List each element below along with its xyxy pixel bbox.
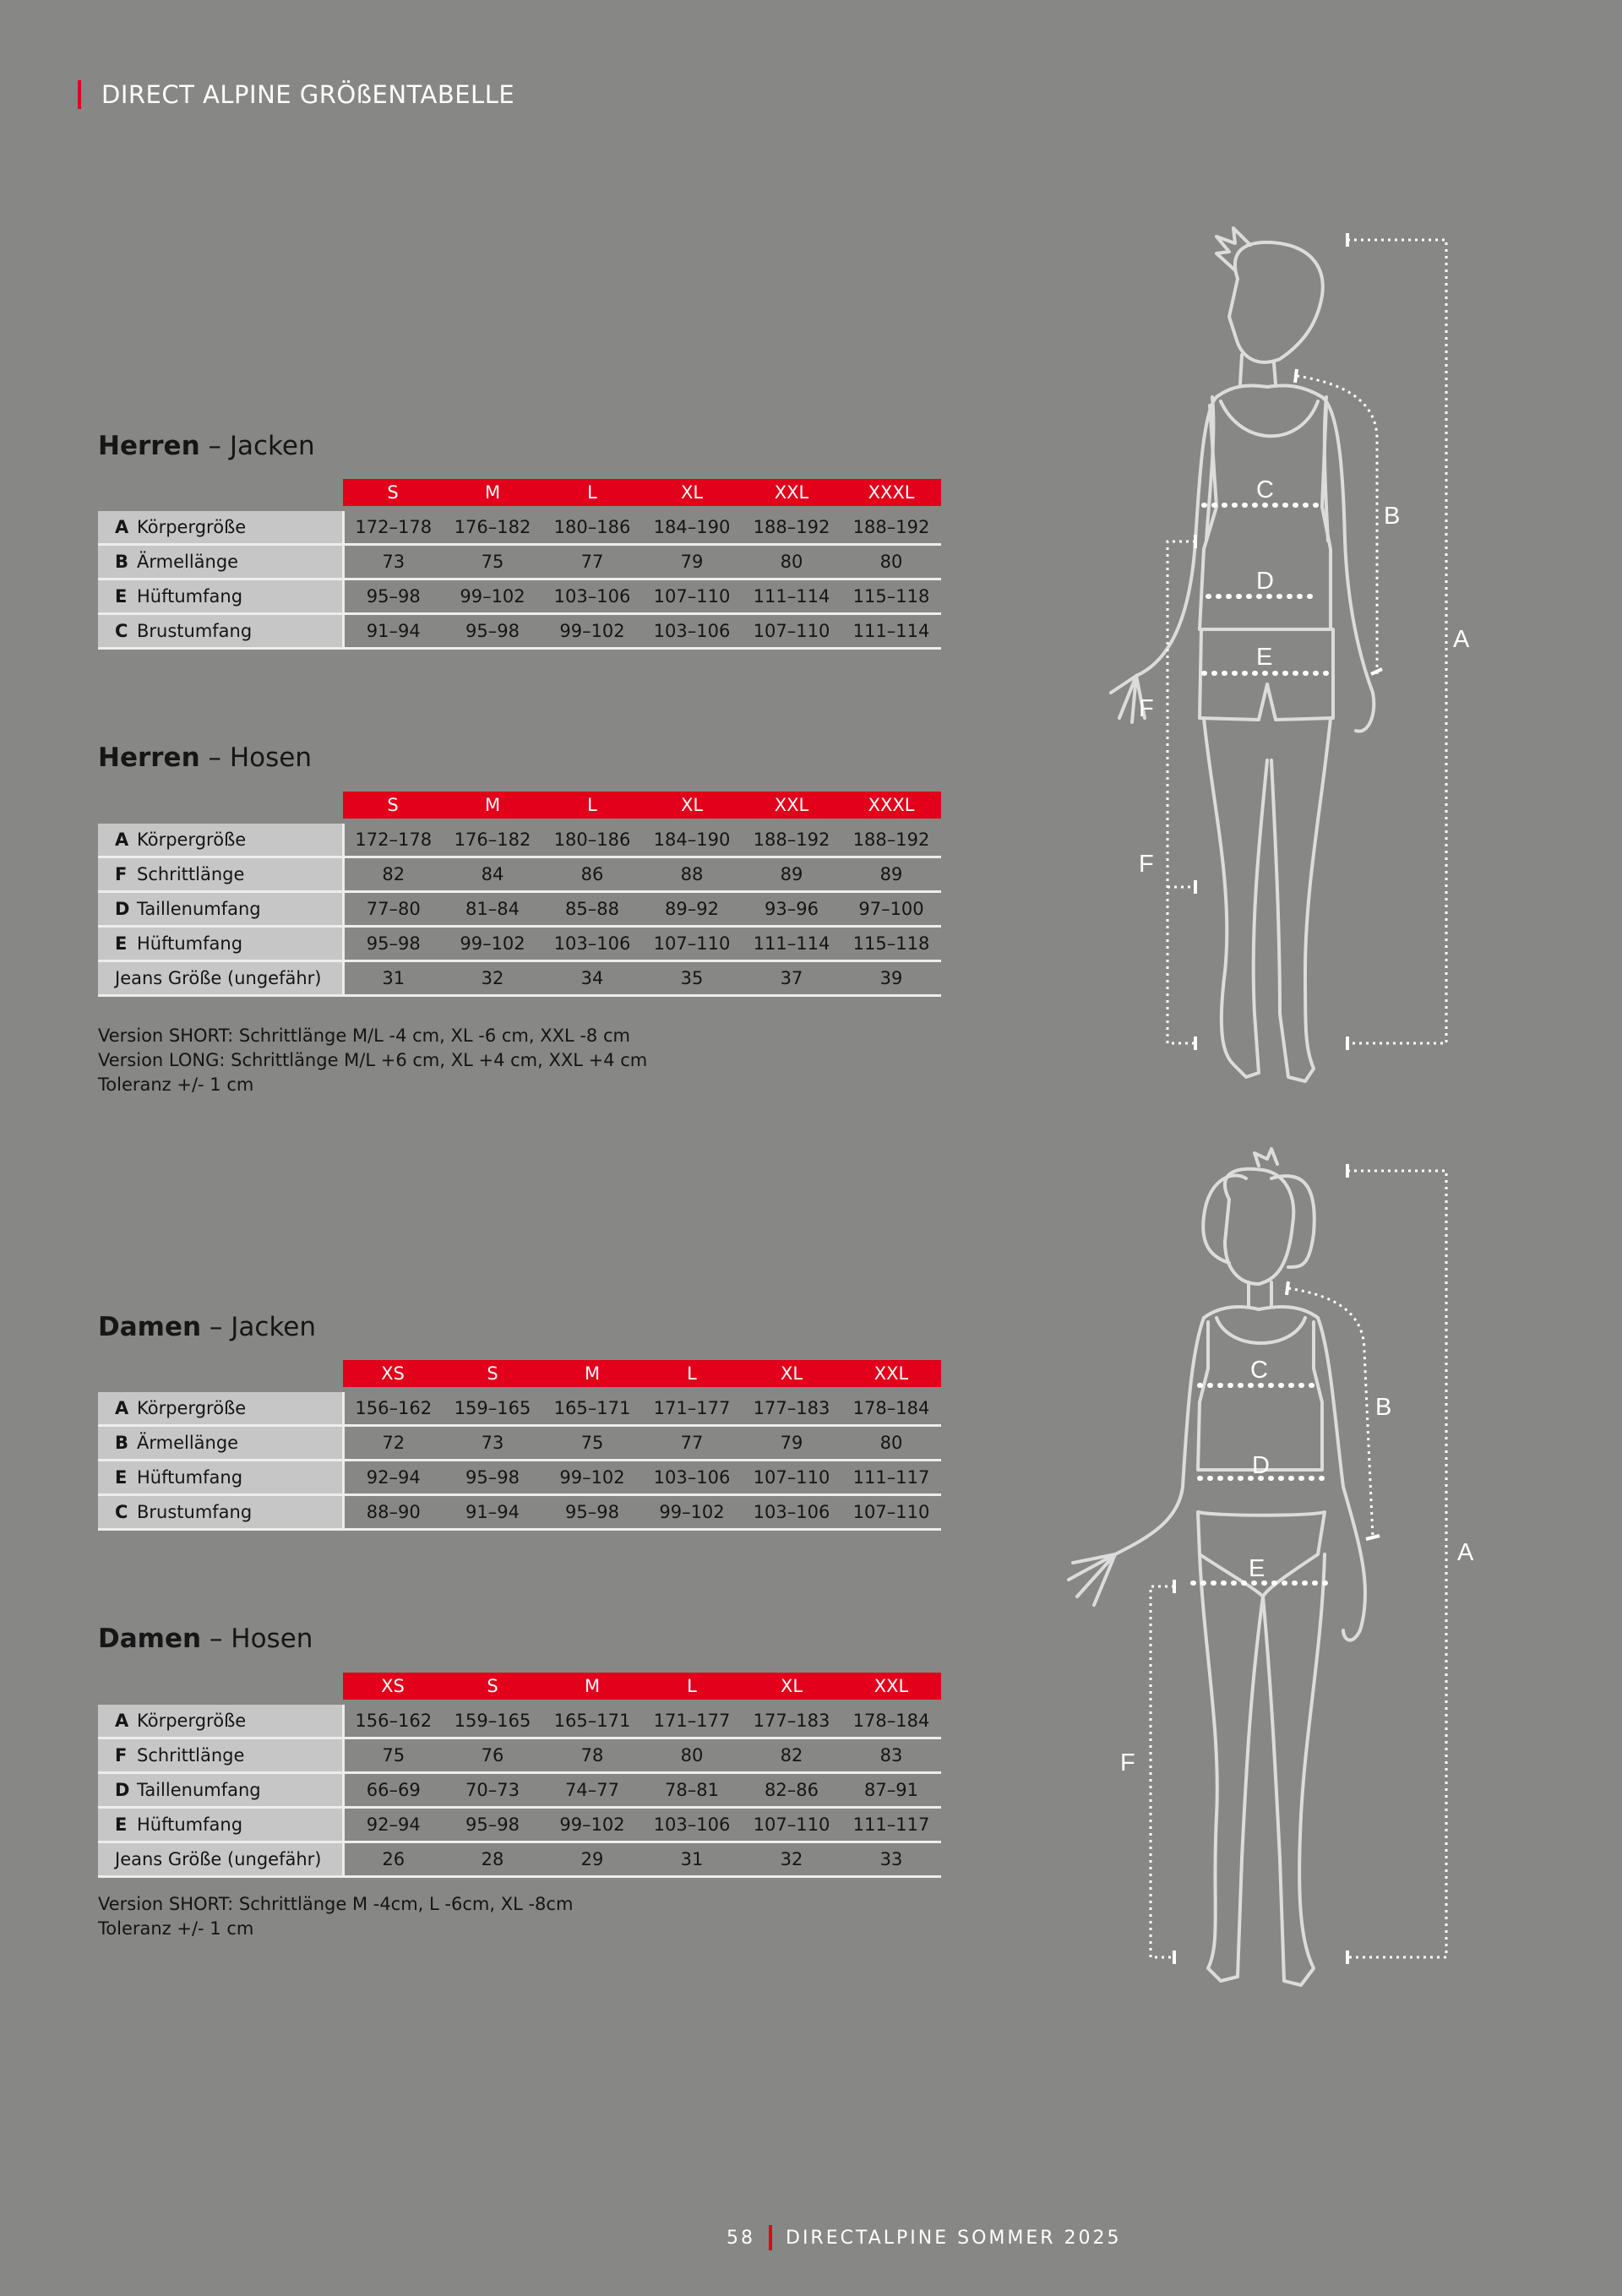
measurement-end-ticks	[1174, 233, 1382, 1964]
size-header: S	[443, 1673, 542, 1700]
size-header: S	[443, 1360, 542, 1387]
table-cell: 107–110	[742, 1808, 841, 1842]
table-cell: 80	[841, 545, 941, 579]
male-label-d: D	[1256, 568, 1274, 595]
note-line: Version SHORT: Schrittlänge M/L -4 cm, XL -6 cm, XXL -8 cm	[98, 1026, 630, 1046]
measure-letter: E	[115, 586, 128, 607]
measure-name: Hüftumfang	[137, 1467, 243, 1488]
table-cell: 88–90	[343, 1495, 443, 1530]
table-cell: 184–190	[642, 511, 742, 545]
table-cell: 28	[443, 1842, 542, 1877]
table-cell: 107–110	[742, 614, 841, 649]
table-cell: 89	[742, 857, 841, 892]
size-header: XXL	[742, 479, 841, 506]
table-cell: 176–182	[443, 824, 542, 857]
table-cell: 92–94	[343, 1808, 443, 1842]
table-cell: 79	[642, 545, 742, 579]
measure-name: Körpergröße	[137, 1398, 247, 1418]
table-cell: 76	[443, 1738, 542, 1773]
measure-name: Jeans Größe (ungefähr)	[115, 968, 322, 988]
table-cell: 84	[443, 857, 542, 892]
female-label-c: C	[1250, 1357, 1268, 1384]
table-cell: 66–69	[343, 1773, 443, 1808]
table-cell: 95–98	[443, 614, 542, 649]
table-cell: 39	[841, 961, 941, 996]
measure-name: Körpergröße	[137, 517, 247, 537]
note-line: Toleranz +/- 1 cm	[98, 1918, 254, 1939]
measure-name: Brustumfang	[137, 621, 253, 641]
table-cell: 180–186	[542, 824, 642, 857]
table-cell: 75	[443, 545, 542, 579]
male-figure-illustration	[1111, 228, 1374, 1081]
measure-name: Schrittlänge	[137, 1745, 245, 1766]
table-cell: 31	[642, 1842, 742, 1877]
table-cell: 77	[542, 545, 642, 579]
measure-letter: A	[115, 830, 129, 850]
table-cell: 99–102	[642, 1495, 742, 1530]
size-header: XS	[343, 1360, 443, 1387]
male-label-f2: F	[1139, 851, 1154, 878]
size-header: XL	[742, 1360, 841, 1387]
table-cell: 95–98	[343, 579, 443, 614]
table-cell: 81–84	[443, 892, 542, 927]
table-cell: 87–91	[841, 1773, 941, 1808]
size-header: XL	[642, 792, 742, 819]
table-cell: 99–102	[542, 1461, 642, 1495]
table-cell: 95–98	[443, 1808, 542, 1842]
table-cell: 111–117	[841, 1808, 941, 1842]
table-cell: 34	[542, 961, 642, 996]
table-cell: 107–110	[841, 1495, 941, 1530]
section-title-herren-hosen: Herren – Hosen	[98, 743, 312, 773]
table-cell: 79	[742, 1426, 841, 1461]
table-cell: 178–184	[841, 1705, 941, 1738]
size-header: XXL	[841, 1673, 941, 1700]
table-cell: 82–86	[742, 1773, 841, 1808]
table-cell: 188–192	[841, 511, 941, 545]
table-cell: 177–183	[742, 1705, 841, 1738]
table-cell: 80	[742, 545, 841, 579]
size-header: L	[542, 479, 642, 506]
table-cell: 80	[642, 1738, 742, 1773]
female-label-f: F	[1120, 1749, 1135, 1776]
size-header: L	[642, 1360, 742, 1387]
section-title-damen-jacken: Damen – Jacken	[98, 1312, 317, 1342]
page-title: DIRECT ALPINE GRÖßENTABELLE	[101, 80, 515, 109]
male-label-f1: F	[1139, 695, 1154, 722]
table-cell: 91–94	[343, 614, 443, 649]
female-figure-illustration	[1069, 1149, 1365, 1985]
table-cell: 97–100	[841, 892, 941, 927]
measure-name: Hüftumfang	[137, 586, 243, 607]
table-cell: 80	[841, 1426, 941, 1461]
table-cell: 82	[343, 857, 443, 892]
size-header: L	[642, 1673, 742, 1700]
table-cell: 75	[343, 1738, 443, 1773]
table-cell: 82	[742, 1738, 841, 1773]
table-cell: 171–177	[642, 1392, 742, 1426]
table-cell: 78	[542, 1738, 642, 1773]
table-cell: 93–96	[742, 892, 841, 927]
measure-letter: A	[115, 1711, 129, 1731]
table-cell: 88	[642, 857, 742, 892]
measure-letter: E	[115, 1814, 128, 1835]
table-cell: 171–177	[642, 1705, 742, 1738]
table-cell: 26	[343, 1842, 443, 1877]
size-header: XL	[642, 479, 742, 506]
table-cell: 33	[841, 1842, 941, 1877]
size-header: XL	[742, 1673, 841, 1700]
female-label-b: B	[1375, 1394, 1392, 1421]
female-label-a: A	[1457, 1539, 1474, 1566]
table-cell: 103–106	[542, 579, 642, 614]
page-footer	[727, 2225, 1122, 2250]
measure-name: Hüftumfang	[137, 1814, 243, 1835]
table-cell: 86	[542, 857, 642, 892]
size-header: S	[343, 479, 443, 506]
table-cell: 95–98	[343, 927, 443, 961]
table-cell: 115–118	[841, 579, 941, 614]
measure-letter: D	[115, 899, 130, 919]
table-cell: 99–102	[443, 927, 542, 961]
table-cell: 32	[742, 1842, 841, 1877]
table-cell: 180–186	[542, 511, 642, 545]
measure-letter: B	[115, 552, 129, 572]
table-cell: 83	[841, 1738, 941, 1773]
table-cell: 75	[542, 1426, 642, 1461]
size-header: XXL	[742, 792, 841, 819]
measure-letter: A	[115, 1398, 129, 1418]
table-cell: 89–92	[642, 892, 742, 927]
table-cell: 107–110	[642, 927, 742, 961]
note-line: Version LONG: Schrittlänge M/L +6 cm, XL +4 cm, XXL +4 cm	[98, 1050, 648, 1070]
table-cell: 99–102	[542, 614, 642, 649]
table-cell: 165–171	[542, 1392, 642, 1426]
size-header: S	[343, 792, 443, 819]
size-header: XS	[343, 1673, 443, 1700]
table-cell: 95–98	[542, 1495, 642, 1530]
table-cell: 111–114	[742, 927, 841, 961]
table-cell: 177–183	[742, 1392, 841, 1426]
table-cell: 165–171	[542, 1705, 642, 1738]
measure-letter: A	[115, 517, 129, 537]
table-cell: 103–106	[642, 614, 742, 649]
size-header: M	[443, 792, 542, 819]
measure-letter: F	[115, 864, 128, 884]
male-label-c: C	[1256, 476, 1274, 503]
measure-name: Ärmellänge	[137, 552, 239, 572]
male-label-e: E	[1256, 644, 1273, 671]
table-cell: 188–192	[742, 511, 841, 545]
table-cell: 103–106	[542, 927, 642, 961]
table-cell: 77–80	[343, 892, 443, 927]
table-cell: 176–182	[443, 511, 542, 545]
table-cell: 107–110	[642, 579, 742, 614]
note-line: Toleranz +/- 1 cm	[98, 1075, 254, 1095]
measure-name: Taillenumfang	[137, 899, 261, 919]
table-cell: 32	[443, 961, 542, 996]
size-header: M	[443, 479, 542, 506]
table-cell: 156–162	[343, 1392, 443, 1426]
table-cell: 184–190	[642, 824, 742, 857]
measure-name: Hüftumfang	[137, 933, 243, 954]
table-cell: 29	[542, 1842, 642, 1877]
page-number: 58	[727, 2227, 755, 2249]
table-cell: 99–102	[443, 579, 542, 614]
table-cell: 70–73	[443, 1773, 542, 1808]
table-cell: 37	[742, 961, 841, 996]
size-header: M	[542, 1673, 642, 1700]
table-cell: 77	[642, 1426, 742, 1461]
measure-letter: E	[115, 1467, 128, 1488]
table-cell: 107–110	[742, 1461, 841, 1495]
section-title-damen-hosen: Damen – Hosen	[98, 1624, 313, 1654]
measure-name: Brustumfang	[137, 1502, 253, 1522]
table-cell: 72	[343, 1426, 443, 1461]
table-cell: 73	[343, 545, 443, 579]
measure-letter: E	[115, 933, 128, 954]
table-cell: 73	[443, 1426, 542, 1461]
table-cell: 111–114	[742, 579, 841, 614]
measure-letter: C	[115, 621, 128, 641]
table-cell: 99–102	[542, 1808, 642, 1842]
table-cell: 159–165	[443, 1392, 542, 1426]
measure-letter: D	[115, 1780, 130, 1800]
table-cell: 111–117	[841, 1461, 941, 1495]
table-cell: 156–162	[343, 1705, 443, 1738]
table-cell: 35	[642, 961, 742, 996]
size-header: XXL	[841, 1360, 941, 1387]
measurement-lines	[1151, 240, 1446, 1957]
section-title-herren-jacken: Herren – Jacken	[98, 431, 315, 461]
table-cell: 111–114	[841, 614, 941, 649]
measure-name: Schrittlänge	[137, 864, 245, 884]
table-cell: 78–81	[642, 1773, 742, 1808]
size-header: M	[542, 1360, 642, 1387]
size-header: XXXL	[841, 479, 941, 506]
table-cell: 31	[343, 961, 443, 996]
table-cell: 92–94	[343, 1461, 443, 1495]
table-cell: 95–98	[443, 1461, 542, 1495]
size-header: L	[542, 792, 642, 819]
table-cell: 89	[841, 857, 941, 892]
male-label-a: A	[1453, 626, 1470, 653]
table-cell: 178–184	[841, 1392, 941, 1426]
measure-letter: B	[115, 1433, 129, 1453]
measure-name: Körpergröße	[137, 830, 247, 850]
table-cell: 188–192	[841, 824, 941, 857]
measure-name: Ärmellänge	[137, 1433, 239, 1453]
male-label-b: B	[1384, 503, 1401, 530]
table-cell: 103–106	[642, 1808, 742, 1842]
female-label-e: E	[1249, 1555, 1265, 1582]
measure-name: Jeans Größe (ungefähr)	[115, 1849, 322, 1869]
size-header: XXXL	[841, 792, 941, 819]
measure-letter: F	[115, 1745, 128, 1766]
note-line: Version SHORT: Schrittlänge M -4cm, L -6cm, XL -8cm	[98, 1894, 574, 1914]
female-label-d: D	[1252, 1452, 1270, 1479]
measure-name: Taillenumfang	[137, 1780, 261, 1800]
table-cell: 74–77	[542, 1773, 642, 1808]
table-cell: 85–88	[542, 892, 642, 927]
footer-text: DIRECTALPINE SOMMER 2025	[786, 2227, 1122, 2249]
measure-letter: C	[115, 1502, 128, 1522]
table-cell: 172–178	[343, 824, 443, 857]
table-cell: 188–192	[742, 824, 841, 857]
table-cell: 103–106	[642, 1461, 742, 1495]
table-cell: 115–118	[841, 927, 941, 961]
footer-accent-bar	[769, 2225, 772, 2250]
table-cell: 103–106	[742, 1495, 841, 1530]
table-cell: 91–94	[443, 1495, 542, 1530]
table-cell: 172–178	[343, 511, 443, 545]
measure-name: Körpergröße	[137, 1711, 247, 1731]
table-cell: 159–165	[443, 1705, 542, 1738]
